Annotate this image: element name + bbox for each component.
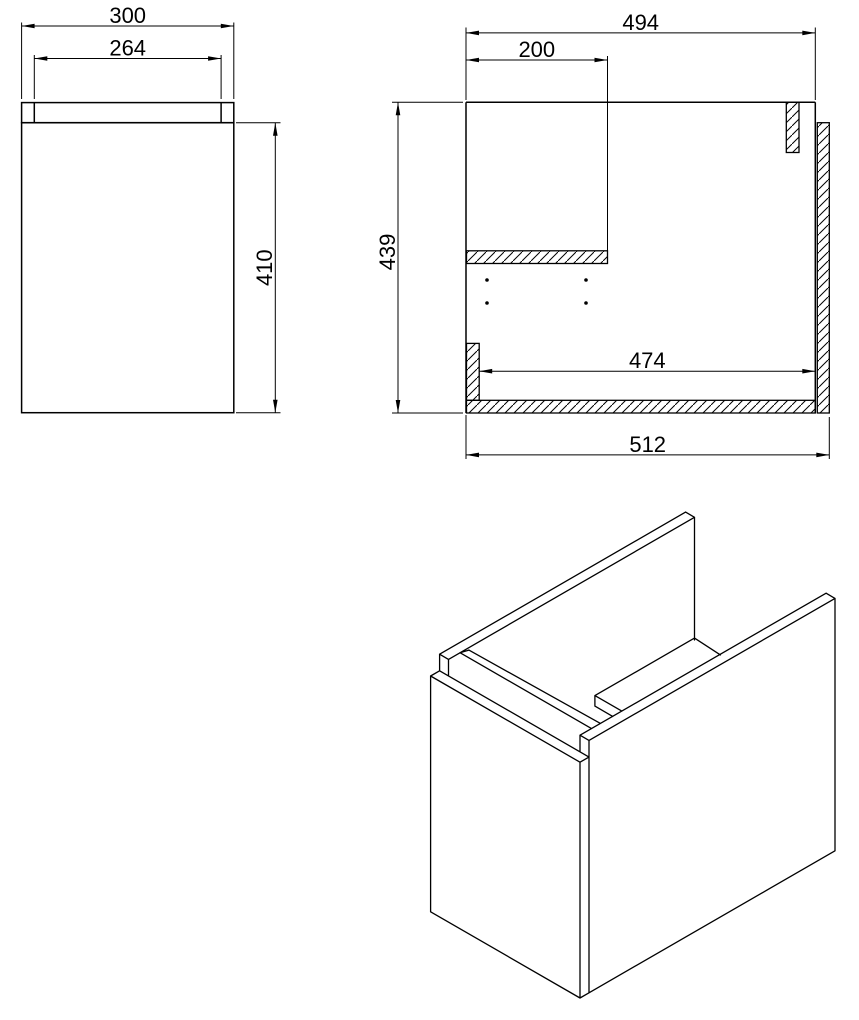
dim-side-total-depth: 512: [629, 431, 667, 457]
front-top-band: [22, 103, 234, 123]
front-view-arrowheads: [22, 24, 278, 413]
drill-hole: [584, 301, 588, 305]
shelf-section: [467, 251, 608, 264]
top-rail-section: [786, 102, 799, 152]
side-view-dimension-texts: [375, 10, 666, 457]
side-view-arrowheads: [396, 31, 830, 458]
side-section-view: [375, 10, 829, 459]
isometric-view: [431, 512, 835, 998]
drill-holes: [485, 278, 588, 305]
dim-side-inner-depth: 474: [628, 348, 666, 374]
bottom-panel-section: [467, 400, 816, 413]
door-section: [817, 123, 829, 413]
back-rail-section: [467, 343, 480, 400]
side-view-dimension-lines: [392, 28, 829, 460]
dim-front-door-height: 410: [252, 249, 277, 287]
front-view: [22, 3, 281, 413]
dim-front-outer-width: 300: [109, 3, 147, 28]
drill-hole: [485, 301, 489, 305]
front-view-dimension-lines: [22, 23, 281, 413]
dim-side-shelf-depth: 200: [518, 37, 556, 62]
drill-hole: [485, 278, 489, 282]
front-view-dimension-texts: [109, 3, 277, 286]
dim-front-inner-width: 264: [109, 35, 147, 61]
dim-side-top-depth: 494: [622, 9, 660, 35]
dim-side-body-height: 439: [375, 233, 400, 271]
front-view-outlines: [22, 103, 234, 413]
front-door-panel: [22, 123, 234, 413]
drill-hole: [584, 278, 588, 282]
isometric-cabinet-outline: [431, 512, 835, 998]
